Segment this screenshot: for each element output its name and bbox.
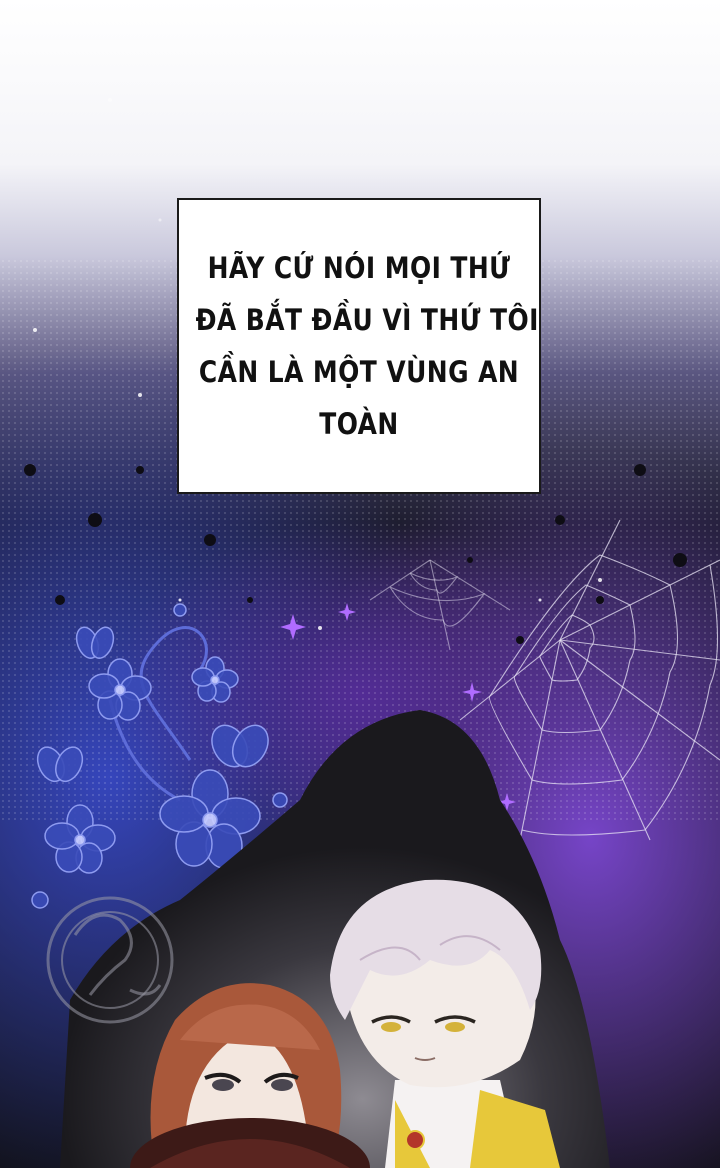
caption-line: ĐÃ BẮT ĐẦU VÌ THỨ TÔI [195,303,539,337]
caption-line: CẦN LÀ MỘT VÙNG AN [198,355,520,389]
caption-line: TOÀN [319,407,399,441]
caption-line: HÃY CỨ NÓI MỌI THỨ [207,251,511,285]
caption-box [177,198,541,494]
caption-text [195,242,539,450]
